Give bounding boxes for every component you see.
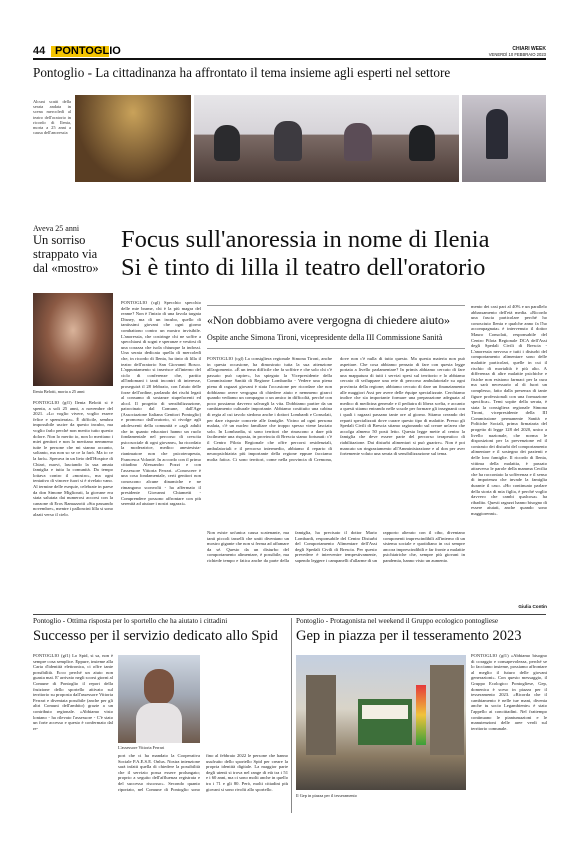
main-headline-1: Focus sull'anoressia in nome di Ilenia xyxy=(121,226,490,253)
side-kicker: Aveva 25 anni xyxy=(33,224,80,233)
paper-name: CHIARI WEEK xyxy=(512,46,546,52)
spid-title: Successo per il servizio dedicato allo Spid xyxy=(33,628,278,644)
ilenia-photo xyxy=(33,293,113,386)
section-divider xyxy=(33,614,546,615)
speaker-photo xyxy=(462,95,546,182)
spid-article-col1: PONTOGLIO (gf1) Lo Spid, si sa, non è sempre cosa semplice. Eppure, insieme alla Carta d'identità elettronica, ci offre tante possibilità. Ecco perché un aiuto non guasta mai. E' arrivato negli scorsi giorni al Comune di Pontoglio il report della fruizione dello sportello attivato sul territorio su proposta dall'assessore Vittoria Ferrari e diventata possibile (anche per gli altri Comuni dell'ambito) grazie a un contributo regionale. «Abbiamo visto lontano - ha rilevato l'assessore - C'è stato un forte accesso e questo è confermato dal re- xyxy=(33,653,113,731)
panel-photo xyxy=(194,95,459,182)
main-headline-2: Si è tinto di lilla il teatro dell'oratorio xyxy=(121,254,486,281)
ferrari-photo-caption: L'assessore Vittoria Ferrari xyxy=(118,745,165,750)
page-header xyxy=(0,0,580,58)
gep-photo-caption: Il Gep in piazza per il tesseramento xyxy=(296,793,357,798)
main-article-col2: PONTOGLIO (cgl) Specchio specchio delle mie brame, chi è la più magra del reame? Non è l'inizio di una favola targata Disney, ma di un incubo, quello di tantissimi giovani che ogni giorno combattono contro un mostro invisibile. L'anoressia, che costringe chi ne soffre a specchiarsi di sogni e speranze e vestirsi di una corazza che isola chiunque la indossi. Una serata dedicata quella di mercoledì che, in ricordo di Ilenia, ha tinto di lilla il teatro dell'oratorio San Giovanni Bosco. L'appuntamento si inserisce all'interno del ciclo di conferenze che, partito all'indomani i tanti incontri di interesse, proseguirà il 28 febbraio, con l'aiuto delle forze dell'ordine, parlando dei rischi legati al consumo di sostanze stupefacenti ed alcol. Il progetto di sensibilizzazione, patrocinato dal Comune, dall'Age (Associazione Italiana Genitori Pontoglio) e promosso dall'oratorio, si rivolge agli adolescenti della comunità e «agli adulti che in quanto educatori hanno un ruolo fondamentale nel percorso di crescita psicosociale di ogni giovane», ha ricordato la moderatrice, medico anestesista-rianimatore non che psicoterapeuta, Francesca Volonté. In accordo con il primo cittadino Alessandro Pozzi e con l'assessore Vittoria Ferrari. «Conoscere è una cosa fondamentale, certi genitori non conoscono alcune dinamiche e ne rimangono sconvolti - ha affermato il presidente Giovanni Chiametti - Comprendere possono affrontare con più serenità ad aiutare i nostri ragazzi». xyxy=(121,300,201,507)
spid-article-col2: port che ci ha mandato la Cooperativa Sociale P.A.E.S.E. Onlus. Nostra intenzione sarà infatti quella di chiedere la possibilità che il servizio possa essere prolungato; proprio a seguito dell'affluenza registrata e del successo riscosso». Secondo quanto riportato, nel Comune di Pontoglio sono fino al febbraio 2022 le persone che hanno usufruito dello sportello Spid per creare la propria identità digitale. La maggior parte degli utenti si trova nel range di età tra i 51 e i 60 anni, ma ci sono molti anche in quello tra i 71 e gli 80. Però, molti cittadini più giovani si sono rivolti allo sportello. xyxy=(118,753,288,792)
audience-photo xyxy=(75,95,191,182)
top-photo-caption: Alcuni scatti della serata andata in scena mercoledì al teatro dell'oratorio in ricordo di Ilenia, morta a 25 anni a causa dell'anoressia xyxy=(33,99,71,136)
ferrari-photo xyxy=(118,655,200,743)
section-name: PONTOGLIO xyxy=(55,45,121,57)
header-rule xyxy=(33,58,546,60)
page-number: 44 xyxy=(33,45,46,57)
gep-photo xyxy=(296,655,466,790)
spid-kicker: Pontoglio - Ottima risposta per lo sportello che ha aiutato i cittadini xyxy=(33,617,228,625)
article-author: Giulia Contin xyxy=(518,604,547,609)
issue-date: VENERDÌ 10 FEBBRAIO 2023 xyxy=(488,52,546,57)
top-kicker: Pontoglio - La cittadinanza ha affrontato il tema insieme agli esperti nel settore xyxy=(33,65,451,80)
side-article-text: PONTOGLIO (gf1) Ilenia Belotti si è spenta, a soli 25 anni, a novembre del 2021. «Lo voglio vivere, voglio essere felice e spensierata». È difficile, sembra impossibile uscire da questo incubo, ma voglio farlo perché non merito tutto questo dolore. Non lo merito io, non lo meritano i miei genitori e non lo meritano nemmeno tutte le persone che mi stanno accanto, soltanto, ma non so se ce la farò. Ma io ce la farò». Sperava in un lieto dell'Hospice di Chiari, nuovi, lasciando la sua amata famiglia e tutta la comunità. Da tempo lottava contro il «mostro», ma ogni tentativo di vincere fuori si è rivelato vano. Al termine delle esequie, celebrate in paese da don Simone Migliorati, la giovane era stata salutata dai numerosi accorsi con la canzone di Eros Ramazzotti «Sta passando novembre», mentre i palloncini lilla si sono alzati verso il cielo. xyxy=(33,400,113,517)
quote-title: «Non dobbiamo avere vergogna di chiedere aiuto» xyxy=(207,313,451,327)
main-article-col4: mento dei casi pari al 40% e un parallelo abbassamento dell'età media. «Ricordo una fascia particolare perché ho conosciuto Ilenia e qualche anno fa l'ho accompagnata» è intervenuto il dottor Mauro Consolati, responsabile del Centro Pilota Regionale DCA dell'Asst degli Spedali Civili di Brescia - L'anoressia nervosa e tutti i disturbi del comportamento alimentare sono delle malattie particolari, quelle in cui il rischio di mortalità è più alto. A differenza di altre malattie psichiche e fisiche non esistono farmaci per la cura ma sarà necessario al di fuori un complesso, fatto dalla presenza di tante figure professionali con una formazione specifica». Temi sopite della serata, è stata la consigliera regionale Simona Tironi, vicepresidente della III Commissione permanente Sanità e Politiche Sociali, prima firmataria del progetto di legge 128 del 2020, unico a livello nazionale, che norma le disposizioni per la prevenzione ed il contrasto dei disturbi del comportamento alimentare e il sostegno dei pazienti e delle loro famiglie. Il ricordo di Ilenia, vittima della malattia, è passato attraverso le parole della mamma Cecilia che ha raccontato la sofferenza e il senso di impotenza che invade la famiglia durante il caso. «Ho continuato parlare della storia di mia figlia, è perché voglio davvero che cambi qualcosa» ha ribadito. Questi ragazzi hanno bisogno di essere aiutati, anche quando sono maggiorenni». xyxy=(471,304,547,516)
top-photo-strip xyxy=(75,95,546,182)
main-article-col3b: Non esiste un'unica causa scatenante, ma tanti piccoli tasselli che uniti diventano un mostro gigante che non si ferma ad affamare da sé. Questo da un disturbo del comportamento alimentare, è possibile, ma richiede tempo e fatica anche da parte della famiglia, ha precisato il dottor Mario Lombardi, responsabile del Centro Disturbi del Comportamento Alimentare dell'Asst degli Spedali Civili di Brescia. Per questo prevedere è intervenire tempestivamente, sapendo leggere i campanelli d'allarme di un rapporto alterato con il cibo, diventano componenti imprescindibili all'interno di un sistema sociale e quotidiano in cui sempre ancora imprescindibili e far fronte a malattie psichiatriche che, sempre più giovani in pandemia, hanno visto un aumento. xyxy=(207,530,465,563)
quote-box xyxy=(207,305,465,349)
gep-article-col1: PONTOGLIO (gf1) «Abbiamo bisogno di coraggio e consapevolezza, perché se lo facciamo insieme, possiamo affrontare al meglio il futuro delle giovani generazioni». Con questo messaggio, il Gruppo Ecologico Pontogliese, Gep, domenica è sceso in piazza per il tesseramento 2023. «Ricorda che il cambiamento è nelle tue mani, diventa anche tu socio Legambiente» è stato l'appello ai concittadini. Nel frattempo continuano le piantumazioni e le manutenzioni delle aree verdi sul territorio comunale. xyxy=(471,653,547,731)
ilenia-photo-caption: Ilenia Belotti, morta a 25 anni xyxy=(33,389,85,394)
gep-title: Gep in piazza per il tesseramento 2023 xyxy=(296,628,522,644)
quote-subtitle: Ospite anche Simona Tironi, vicepresidente della III Commissione Sanità xyxy=(207,333,443,342)
column-divider xyxy=(291,618,292,813)
main-article-col3: PONTOGLIO (cgl) La consigliera regionale Simona Tironi, anche in questa occasione, ha dimostrato tutta la sua attenzione all'argomento. «È un tema difficile che fa soffrire e che solo chi c'è passato può capire», ha spiegato la Vicepresidente della Commissione Sanità di Regione Lombardia - Vedere una piena piena di ragazzi giovani è stata l'occasione per ricordare che non dobbiamo avere vergogna di chiedere aiuto e nemmeno girarci quando vediamo un compagno o un amico in difficoltà, perché con poco possiamo davvero salvargli la vita. Dobbiamo partire da un cambiamento culturale importante. Abbiamo costituito una cabina di regia al cui tavolo siedono anche i dottori Lombardi e Consolati, per dare risposte concrete alle famiglie. Vicino ad ogni persona malata, c'è un nucleo familiare che troppo spesso viene lasciato solo. In Lombardia, si sono territori che rinascono a dare più facilmente una risposta, in provincia di Brescia siamo fortunati: c'è il Centro Pilota Regionale che offre percorsi residenziali, ambulatoriali e il percorso intermedio, abbiamo il reparto di neuropsichiatria più importante della regione eppure facciamo molta fatica. Ci sono territori, come nella provincia di Cremona, dove non c'è nulla di tutto questo. Ma questa materia non può aspettare. Che cosa abbiamo pensato di fare con questa legge portata a livello parlamentare? In primis abbiamo cercato di fare una mappatura di tutti i servizi spesi sul territorio e lo abbiamo cercato di sviluppare una rete di percorso ambulatoriale su ogni provincia della regione; abbiamo cercato di dare un finanziamento alle maggiori Asst per avere delle équipe specializzate. Cerchiamo inoltre che sia importante formare una preparazione adeguata al medico di medicina generale e il pediatra di libera scelta, e accanto a questi stiamo entrando nelle scuole per formare gli insegnanti con i quali i ragazzi passano tante ore al giorno. Stiamo creando dei reparti specializzati dove curare questo tipo di malattie. Presso gli Spedali Civili di Brescia stiamo ragionando sul creare un'area che accolga almeno 50 posti letto. Questa legge mette al centro la famiglia che deve essere parte del percorso terapeutico di riabilitazione. Dai disturbi alimentari si può guarire». Non è poi mancato un ringraziamento all'Amministrazione e al don per aver fortemente voluto una serata di sensibilizzazione sul tema. xyxy=(207,356,465,462)
gep-kicker: Pontoglio - Protagonista nel weekend il Gruppo ecologico pontogliese xyxy=(296,617,499,625)
side-title: Un sorriso strappato via dal «mostro» xyxy=(33,233,99,275)
